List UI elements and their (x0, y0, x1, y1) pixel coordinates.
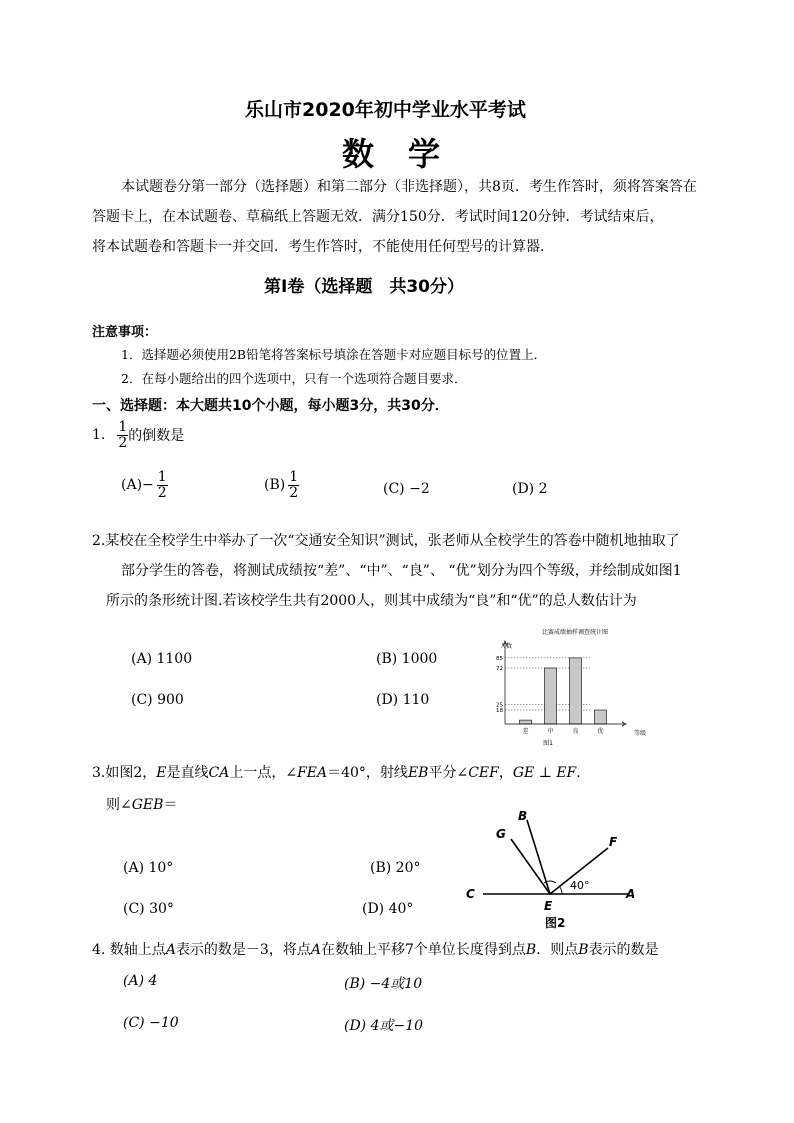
question-4-option-c: (C) −10 (123, 1015, 179, 1031)
fraction: $\frac{1}{2}$ (118, 419, 128, 451)
label-g: G (496, 827, 506, 841)
notes-heading: 注意事项： (92, 325, 158, 340)
intro-line-1: 本试题卷分第一部分（选择题）和第二部分（非选择题），共8页．考生作答时，须将答案答在 (121, 179, 697, 195)
question-4-stem: 4. 数轴上点A表示的数是－3，将点A在数轴上平移7个单位长度得到点B．则点B表示的数是 (92, 942, 659, 958)
chart-xlabel: 等级 (633, 730, 647, 737)
section-heading: 一、选择题：本大题共10个小题，每小题3分，共30分． (92, 398, 449, 414)
intro-line-2: 答题卡上，在本试题卷、草稿纸上答题无效．满分150分．考试时间120分钟．考试结束后， (92, 209, 664, 225)
question-number: 1. (92, 427, 106, 444)
y-tick-label: 25 (496, 702, 503, 709)
question-2-option-c: (C) 900 (131, 692, 184, 708)
angle-arc (559, 887, 562, 895)
y-tick-label: 72 (496, 666, 503, 672)
geometry-figure (458, 806, 648, 936)
bar-中 (545, 668, 557, 724)
question-2-option-d: (D) 110 (376, 692, 430, 708)
figure-caption: 图2 (545, 916, 566, 930)
question-3-option-b: (B) 20° (370, 860, 421, 876)
x-tick-label: 良 (572, 728, 579, 735)
label-f: F (609, 835, 618, 849)
question-1-option-b: (B) $\frac{1}{2}$ (264, 469, 299, 501)
question-3-option-d: (D) 40° (362, 901, 414, 917)
question-3-line-2: 则∠GEB＝ (106, 797, 178, 813)
bar-差 (520, 720, 532, 724)
question-1-option-c: (C) −2 (383, 481, 430, 497)
bar-良 (570, 658, 582, 724)
question-4-option-d: (D) 4或−10 (344, 1018, 424, 1034)
bar-chart (490, 624, 660, 750)
note-item-2: 2．在每小题给出的四个选项中，只有一个选项符合题目要求． (121, 371, 467, 386)
question-1-option-d: (D) 2 (512, 481, 548, 497)
volume-title: 第Ⅰ卷（选择题 共30分） (264, 277, 464, 297)
question-4-option-a: (A) 4 (123, 973, 158, 989)
bar-优 (595, 710, 607, 724)
question-2-line-1: 2.某校在全校学生中举办了一次“交通安全知识”测试，张老师从全校学生的答卷中随机地抽取了 (92, 533, 680, 549)
question-2-line-3: 所示的条形统计图.若该校学生共有2000人，则其中成绩为“良”和“优”的总人数估计为 (106, 593, 637, 609)
label-a: A (626, 887, 636, 901)
ray-eg (511, 839, 550, 894)
label-b: B (518, 809, 528, 823)
angle-label: 40° (570, 879, 590, 892)
x-tick-label: 差 (522, 728, 529, 735)
question-3-option-a: (A) 10° (123, 860, 174, 876)
question-3-line-1: 3.如图2，E是直线CA上一点，∠FEA＝40°，射线EB平分∠CEF，GE ⊥ EF． (92, 765, 591, 781)
y-tick-label: 18 (496, 708, 503, 714)
question-3-option-c: (C) 30° (123, 901, 174, 917)
x-tick-label: 中 (547, 728, 554, 735)
note-item-1: 1．选择题必须使用2B铅笔将答案标号填涂在答题卡对应题目标号的位置上． (121, 347, 547, 362)
question-2-line-2: 部分学生的答卷，将测试成绩按“差”、“中”、“良”、 “优”划分为四个等级，并绘制成如图1 (121, 563, 682, 579)
y-tick-label: 85 (496, 655, 503, 662)
label-c: C (466, 887, 475, 901)
question-4-option-b: (B) −4或10 (344, 976, 423, 992)
chart-ylabel: 人数 (499, 643, 512, 650)
question-2-option-a: (A) 1100 (131, 651, 193, 667)
chart-yticks (496, 656, 503, 714)
chart-xticks (522, 727, 603, 735)
label-e: E (544, 899, 553, 913)
x-tick-label: 优 (597, 728, 604, 735)
question-1-option-a: (A) − $\frac{1}{2}$ (121, 469, 167, 501)
chart-title: 比赛成绩抽样调查统计图 (541, 629, 609, 636)
chart-caption: 图1 (543, 740, 553, 747)
subject-title: 数学 (342, 135, 475, 173)
exam-title: 乐山市2020年初中学业水平考试 (245, 99, 526, 121)
question-1-stem: 1. $\frac{1}{2}$ 的倒数是 (92, 419, 185, 451)
intro-line-3: 将本试题卷和答题卡一并交回．考生作答时，不能使用任何型号的计算器． (92, 239, 554, 255)
question-2-option-b: (B) 1000 (376, 651, 438, 667)
ray-eb (527, 820, 550, 894)
